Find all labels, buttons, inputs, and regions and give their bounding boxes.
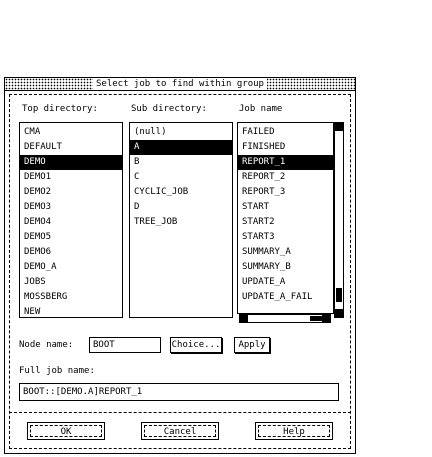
scroll-left-arrow-icon[interactable] [240,315,248,322]
ok-button-label: OK [30,425,102,437]
sub-directory-list[interactable] [129,122,233,318]
list-item[interactable]: REPORT_3 [242,187,286,197]
list-item[interactable]: MOSSBERG [24,292,68,302]
list-item[interactable]: DEMO5 [24,232,52,242]
job-name-list[interactable] [237,122,334,314]
list-item[interactable]: SUMMARY_B [242,262,291,272]
list-item[interactable]: START [242,202,270,212]
help-button[interactable] [255,422,333,440]
list-item[interactable]: REPORT_2 [242,172,286,182]
scroll-right-arrow-icon[interactable] [322,315,330,322]
list-item[interactable]: SUMMARY_A [242,247,291,257]
scroll-up-arrow-icon[interactable] [335,123,343,131]
list-item[interactable]: B [134,157,140,167]
list-item[interactable]: DEMO2 [24,187,52,197]
node-name-label: Node name: [19,340,74,350]
apply-button[interactable]: Apply [234,337,270,353]
vertical-scroll-thumb[interactable] [336,288,342,302]
top-directory-list[interactable] [19,122,123,318]
list-item[interactable]: UPDATE_A [242,277,286,287]
scroll-down-arrow-icon[interactable] [335,309,343,317]
list-item[interactable]: DEMO_A [24,262,57,272]
list-item[interactable]: TREE_JOB [134,217,178,227]
dialog-title: Select job to find within group [93,78,267,90]
list-item[interactable]: CYCLIC_JOB [134,187,189,197]
list-item[interactable]: REPORT_1 [238,155,333,170]
list-item[interactable]: CMA [24,127,41,137]
list-item[interactable]: A [130,140,232,155]
ok-button[interactable] [27,422,105,440]
cancel-button[interactable] [141,422,219,440]
list-item[interactable]: NEW [24,307,41,317]
help-button-label: Help [258,425,330,437]
list-item[interactable]: FAILED [242,127,275,137]
list-item[interactable]: D [134,202,140,212]
title-bar[interactable] [5,78,355,91]
node-name-field[interactable]: BOOT [89,337,161,353]
list-item[interactable]: DEMO1 [24,172,52,182]
list-item[interactable]: UPDATE_A_FAIL [242,292,313,302]
list-item[interactable]: START3 [242,232,275,242]
horizontal-scroll-thumb[interactable] [310,316,322,321]
list-item[interactable]: START2 [242,217,275,227]
choice-button[interactable]: Choice... [170,337,222,353]
list-item[interactable]: DEMO4 [24,217,52,227]
list-item[interactable]: (null) [134,127,167,137]
full-job-name-label: Full job name: [19,366,95,376]
top-directory-label: Top directory: [22,104,98,114]
job-list-horizontal-scrollbar[interactable] [239,314,331,323]
list-item[interactable]: C [134,172,140,182]
list-item[interactable]: DEMO3 [24,202,52,212]
job-name-label: Job name [239,104,283,114]
list-item[interactable]: FINISHED [242,142,286,152]
button-separator [9,412,351,413]
list-item[interactable]: DEMO [20,155,122,170]
list-item[interactable]: DEMO6 [24,247,52,257]
select-job-dialog [4,77,356,454]
job-list-vertical-scrollbar[interactable] [334,122,344,318]
full-job-name-field[interactable]: BOOT::[DEMO.A]REPORT_1 [19,383,339,401]
sub-directory-label: Sub directory: [131,104,207,114]
cancel-button-label: Cancel [144,425,216,437]
list-item[interactable]: JOBS [24,277,46,287]
list-item[interactable]: DEFAULT [24,142,62,152]
